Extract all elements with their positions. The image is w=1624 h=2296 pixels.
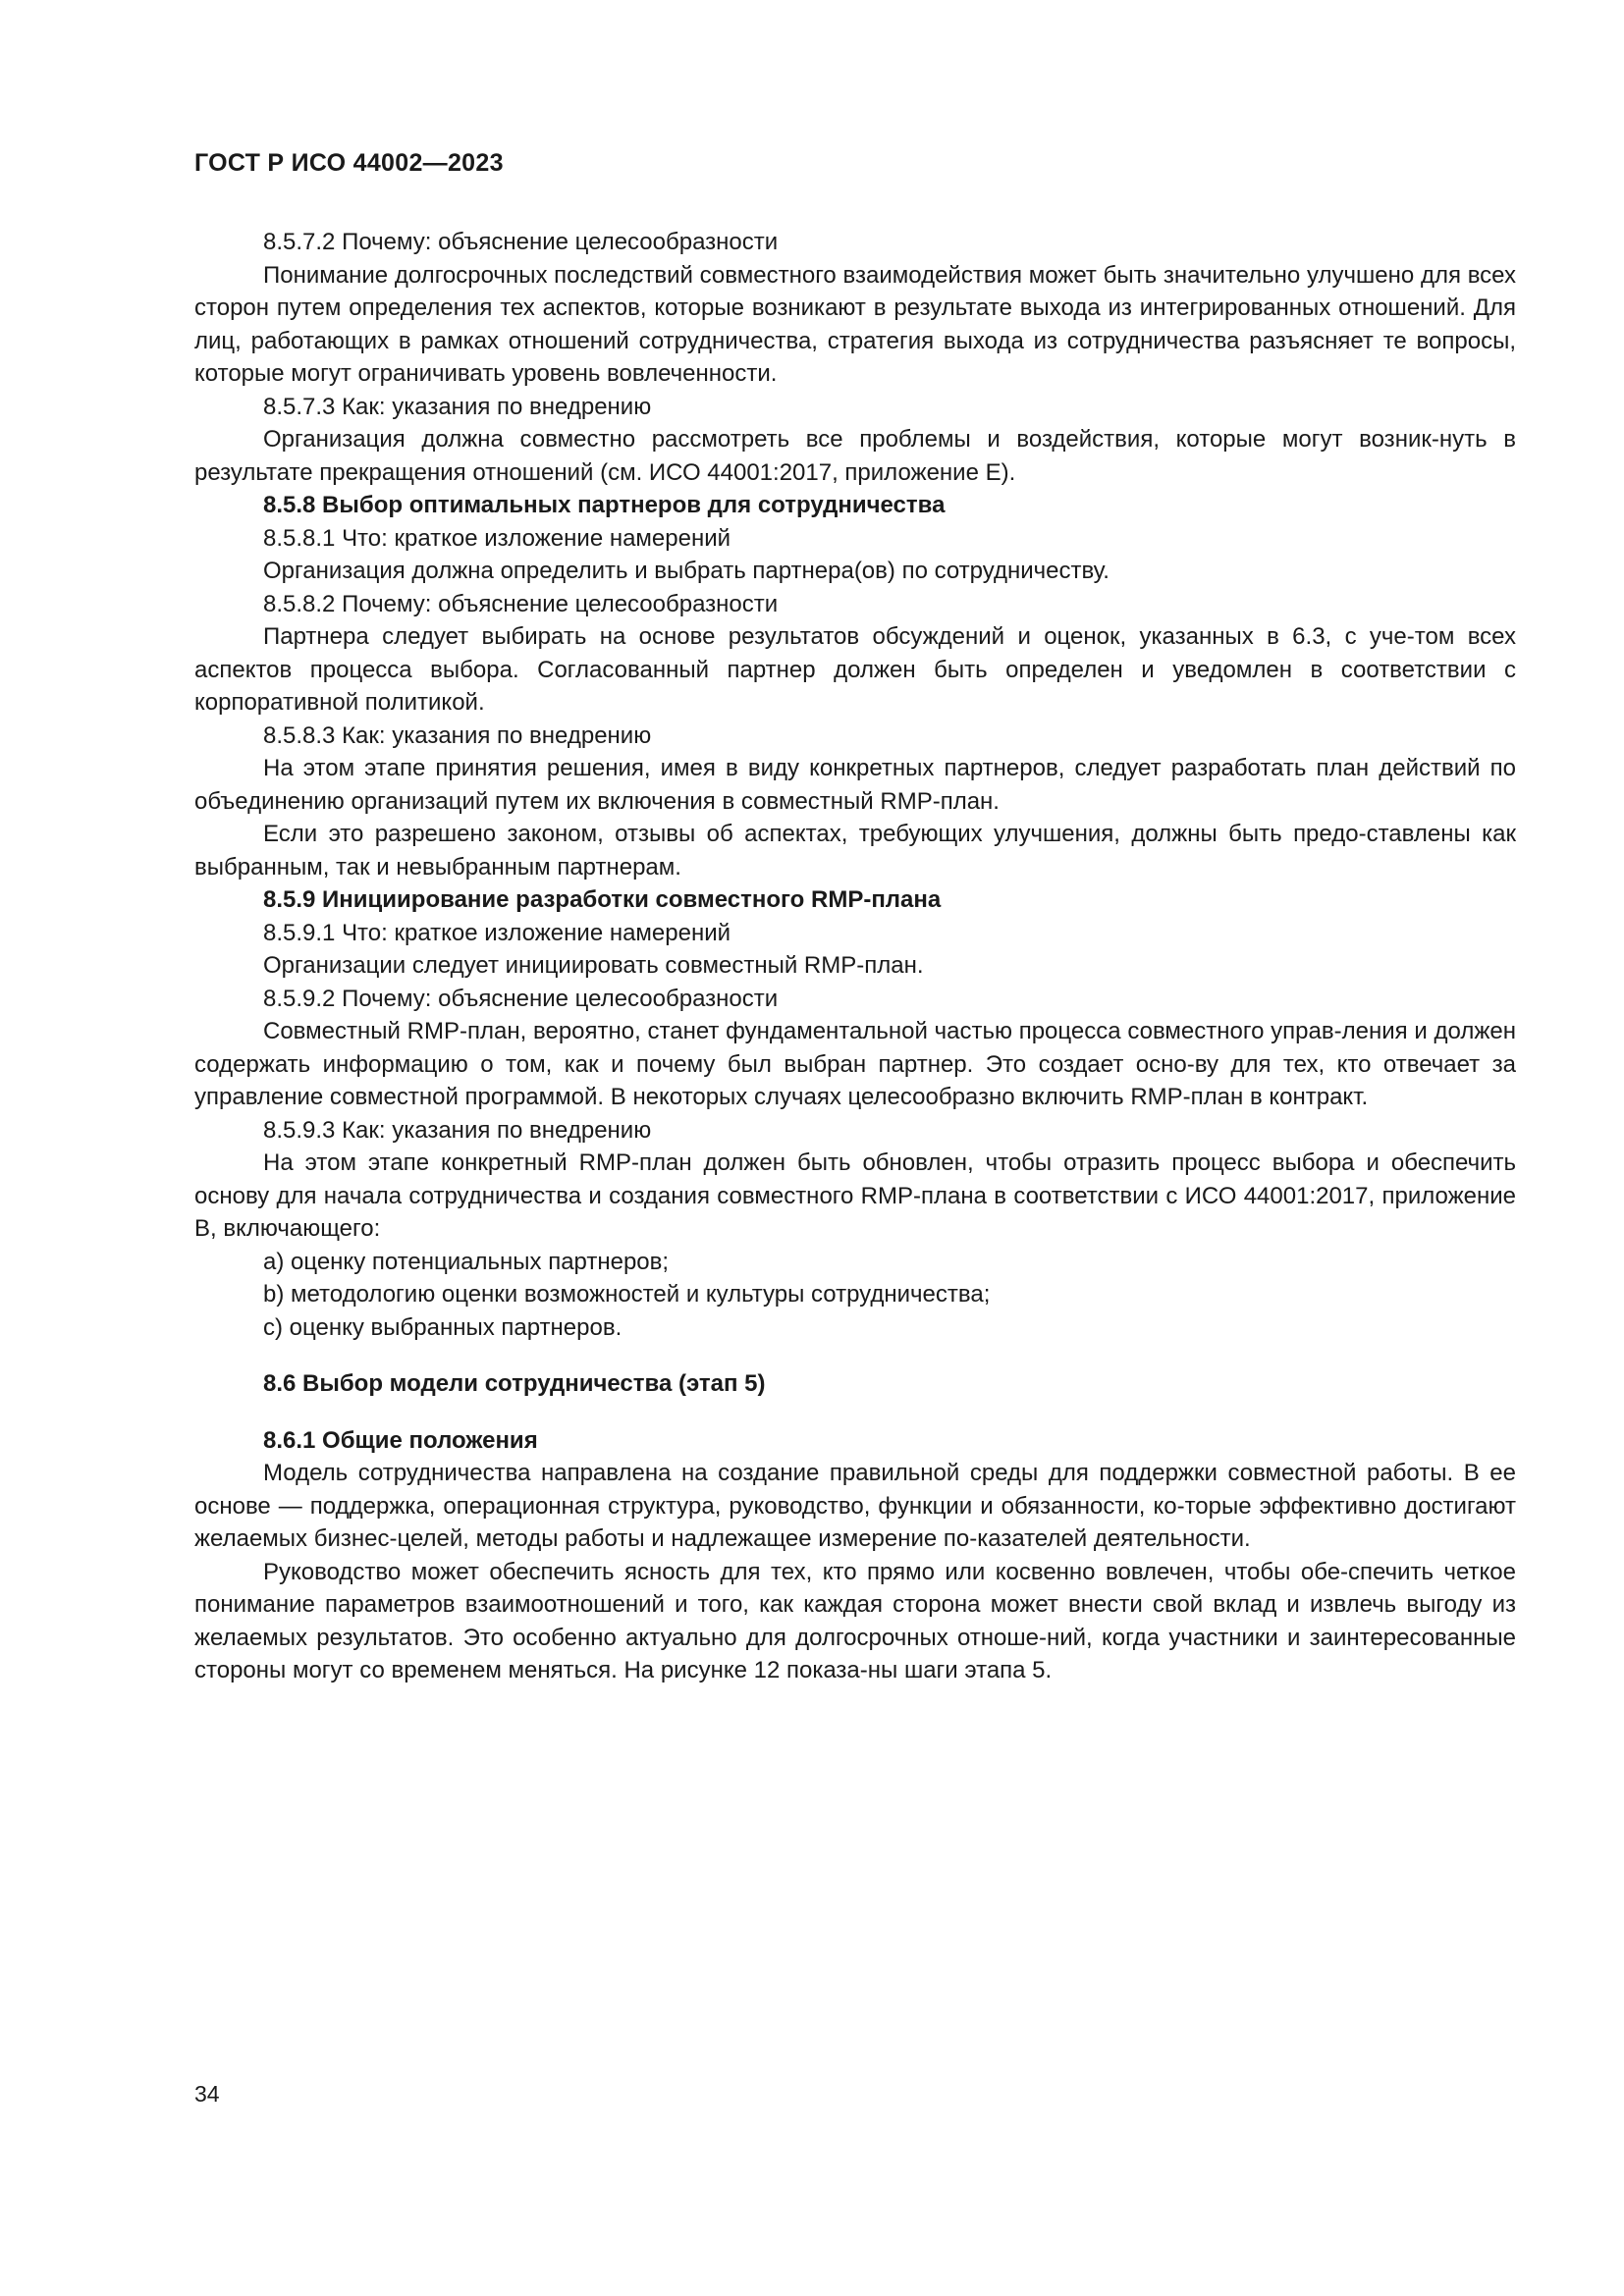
subsection-heading: 8.5.9.2 Почему: объяснение целесообразности [263,985,779,1012]
document-body [194,226,1516,1687]
paragraph: Понимание долгосрочных последствий совместного взаимодействия может быть значительно улучшено для всех сторон путем определения тех аспектов, которые возникают в результате выхода из интегрированных отношений. Для лиц, работающих в рамках отношений сотрудничества, стратегия выхода из сотрудничества разъясняет те вопросы, которые могут ограничивать уровень вовлеченности. [194,261,1516,387]
paragraph: Модель сотрудничества направлена на создание правильной среды для поддержки совместной работы. В ее основе — поддержка, операционная структура, руководство, функции и обязанности, ко-торые эффективно достигают желаемых бизнес-целей, методы работы и надлежащее измерение по-казателей деятельности. [194,1460,1516,1552]
subsection-heading: 8.5.7.3 Как: указания по внедрению [263,393,652,420]
subsection-heading: 8.5.9.3 Как: указания по внедрению [263,1116,652,1144]
section-heading: 8.6.1 Общие положения [263,1426,538,1454]
subsection-heading: 8.5.9.1 Что: краткое изложение намерений [263,919,731,946]
list-item: c) оценку выбранных партнеров. [263,1313,623,1341]
page-number: 34 [194,2081,220,2107]
spacer [194,1344,1516,1367]
list-item: a) оценку потенциальных партнеров; [263,1248,670,1275]
paragraph: Организации следует инициировать совместный RMP-план. [263,952,924,979]
paragraph: Руководство может обеспечить ясность для тех, кто прямо или косвенно вовлечен, чтобы обе-спечить четкое понимание параметров взаимоотношений и того, как каждая сторона может внести свой вклад и извлечь выгоду из желаемых результатов. Это особенно актуально для долгосрочных отноше-ний, когда участники и заинтересованные стороны могут со временем меняться. На рисунке 12 показа-ны шаги этапа 5. [194,1558,1516,1683]
section-heading: 8.5.8 Выбор оптимальных партнеров для сотрудничества [263,492,946,518]
paragraph: Совместный RMP-план, вероятно, станет фундаментальной частью процесса совместного управ-ления и должен содержать информацию о том, как и почему был выбран партнер. Это создает осно-ву для тех, кто отвечает за управление совместной программой. В некоторых случаях целесообразно включить RMP-план в контракт. [194,1018,1516,1110]
document-header: ГОСТ Р ИСО 44002—2023 [194,149,504,177]
spacer [194,1401,1516,1424]
subsection-heading: 8.5.7.2 Почему: объяснение целесообразности [263,229,779,255]
paragraph: Организация должна совместно рассмотреть все проблемы и воздействия, которые могут возник-нуть в результате прекращения отношений (см. ИСО 44001:2017, приложение Е). [194,426,1516,486]
paragraph: Организация должна определить и выбрать партнера(ов) по сотрудничеству. [263,558,1110,584]
section-heading: 8.6 Выбор модели сотрудничества (этап 5) [263,1370,766,1397]
list-item: b) методологию оценки возможностей и культуры сотрудничества; [263,1281,991,1308]
subsection-heading: 8.5.8.2 Почему: объяснение целесообразности [263,590,779,617]
section-heading: 8.5.9 Инициирование разработки совместного RMP-плана [263,886,942,913]
paragraph: Если это разрешено законом, отзывы об аспектах, требующих улучшения, должны быть предо-ставлены как выбранным, так и невыбранным партнерам. [194,821,1516,881]
subsection-heading: 8.5.8.1 Что: краткое изложение намерений [263,524,731,552]
paragraph: На этом этапе принятия решения, имея в виду конкретных партнеров, следует разработать план действий по объединению организаций путем их включения в совместный RMP-план. [194,755,1516,815]
paragraph: На этом этапе конкретный RMP-план должен быть обновлен, чтобы отразить процесс выбора и обеспечить основу для начала сотрудничества и создания совместного RMP-плана в соответствии с ИСО 44001:2017, приложение B, включающего: [194,1149,1516,1242]
paragraph: Партнера следует выбирать на основе результатов обсуждений и оценок, указанных в 6.3, с уче-том всех аспектов процесса выбора. Согласованный партнер должен быть определен и уведомлен в соответствии с корпоративной политикой. [194,623,1516,716]
subsection-heading: 8.5.8.3 Как: указания по внедрению [263,721,652,749]
